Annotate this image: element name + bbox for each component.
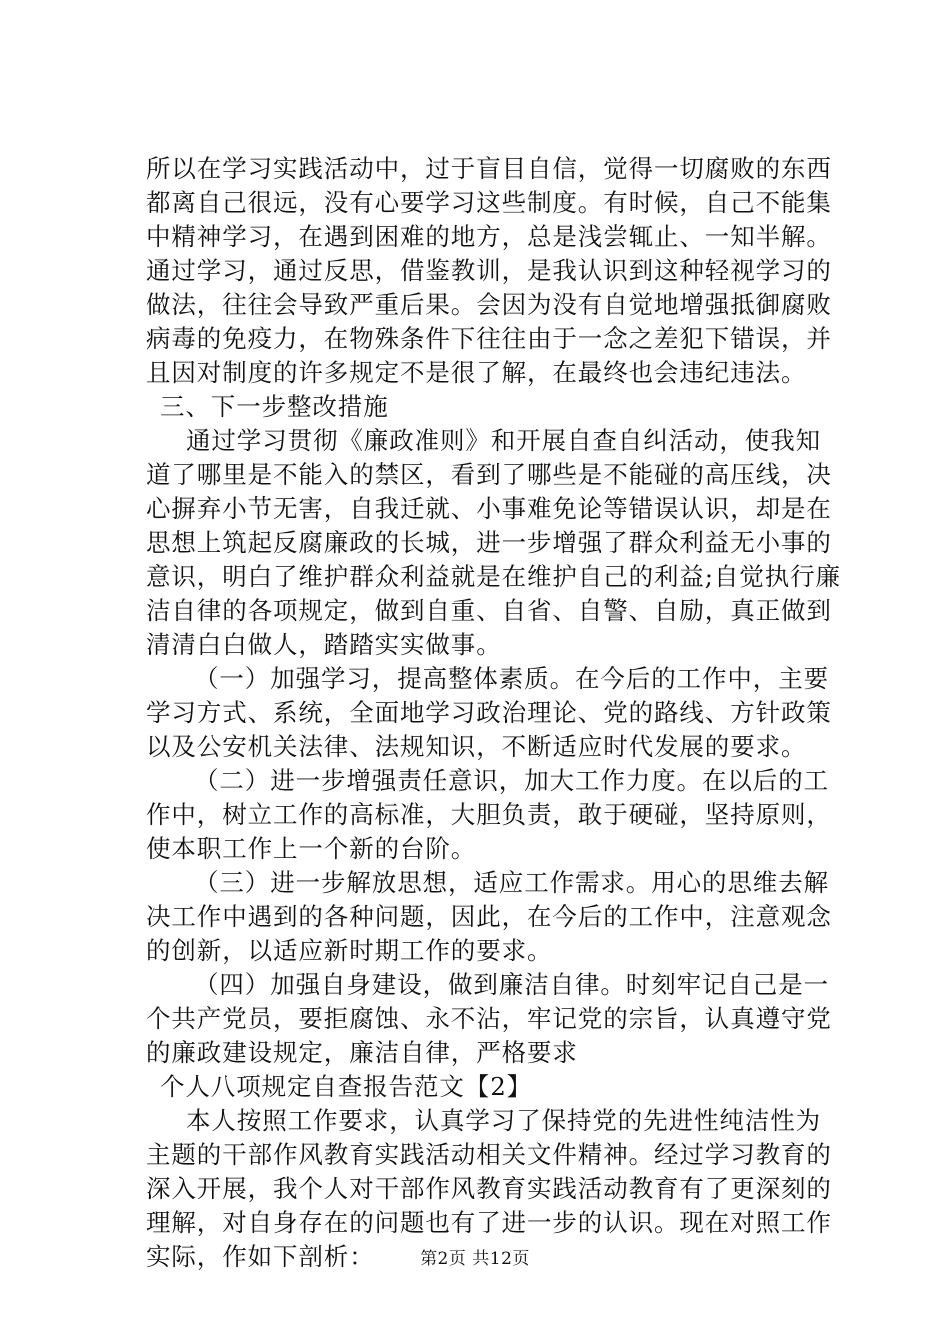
- text-line: 洁自律的各项规定，做到自重、自省、自警、自励，真正做到: [146, 596, 832, 625]
- text-line: 作中，树立工作的高标准，大胆负责，敢于硬碰，坚持原则，: [146, 800, 832, 829]
- text-line: 深入开展，我个人对干部作风教育实践活动教育有了更深刻的: [146, 1174, 832, 1203]
- text-line: 通过学习贯彻《廉政准则》和开展自查自纠活动，使我知: [186, 426, 821, 455]
- text-line: 个共产党员，要拒腐蚀、永不沾，牢记党的宗旨，认真遵守党: [146, 1004, 832, 1033]
- text-line: 的创新，以适应新时期工作的要求。: [146, 936, 553, 965]
- text-line: 思想上筑起反腐廉政的长城，进一步增强了群众利益无小事的: [146, 528, 832, 557]
- text-line: 个人八项规定自查报告范文【2】: [160, 1072, 533, 1101]
- document-body: [146, 152, 841, 1274]
- text-line: 主题的干部作风教育实践活动相关文件精神。经过学习教育的: [146, 1140, 832, 1169]
- text-line: 理解，对自身存在的问题也有了进一步的认识。现在对照工作: [146, 1208, 832, 1237]
- text-line: 学习方式、系统，全面地学习政治理论、党的路线、方针政策: [146, 698, 832, 727]
- text-line: 都离自己很远，没有心要学习这些制度。有时候，自己不能集: [146, 188, 832, 217]
- text-line: 中精神学习，在遇到困难的地方，总是浅尝辄止、一知半解。: [146, 222, 832, 251]
- page-footer: 第2页 共12页: [420, 1249, 530, 1269]
- text-line: （一）加强学习，提高整体素质。在今后的工作中，主要: [194, 664, 829, 693]
- text-line: 使本职工作上一个新的台阶。: [146, 834, 477, 863]
- text-line: 实际，作如下剖析：: [146, 1242, 375, 1271]
- text-line: 道了哪里是不能入的禁区，看到了哪些是不能碰的高压线，决: [146, 460, 832, 489]
- text-line: 意识，明白了维护群众利益就是在维护自己的利益;自觉执行廉: [146, 562, 841, 591]
- text-line: （四）加强自身建设，做到廉洁自律。时刻牢记自己是一: [194, 970, 829, 999]
- text-line: 以及公安机关法律、法规知识，不断适应时代发展的要求。: [146, 732, 807, 761]
- text-line: （三）进一步解放思想，适应工作需求。用心的思维去解: [194, 868, 829, 897]
- text-line: 三、下一步整改措施: [160, 392, 389, 421]
- text-line: 所以在学习实践活动中，过于盲目自信，觉得一切腐败的东西: [146, 154, 832, 183]
- text-line: 做法，往往会导致严重后果。会因为没有自觉地增强抵御腐败: [146, 290, 832, 319]
- text-line: 清清白白做人，踏踏实实做事。: [146, 630, 502, 659]
- text-line: 且因对制度的许多规定不是很了解，在最终也会违纪违法。: [146, 358, 807, 387]
- text-line: 本人按照工作要求，认真学习了保持党的先进性纯洁性为: [186, 1106, 821, 1135]
- text-line: 心摒弃小节无害，自我迁就、小事难免论等错误认识，却是在: [146, 494, 832, 523]
- text-line: 通过学习，通过反思，借鉴教训，是我认识到这种轻视学习的: [146, 256, 832, 285]
- text-line: 的廉政建设规定，廉洁自律，严格要求: [146, 1038, 578, 1067]
- text-line: （二）进一步增强责任意识，加大工作力度。在以后的工: [194, 766, 829, 795]
- text-line: 病毒的免疫力，在物殊条件下往往由于一念之差犯下错误，并: [146, 324, 832, 353]
- text-line: 决工作中遇到的各种问题，因此，在今后的工作中，注意观念: [146, 902, 832, 931]
